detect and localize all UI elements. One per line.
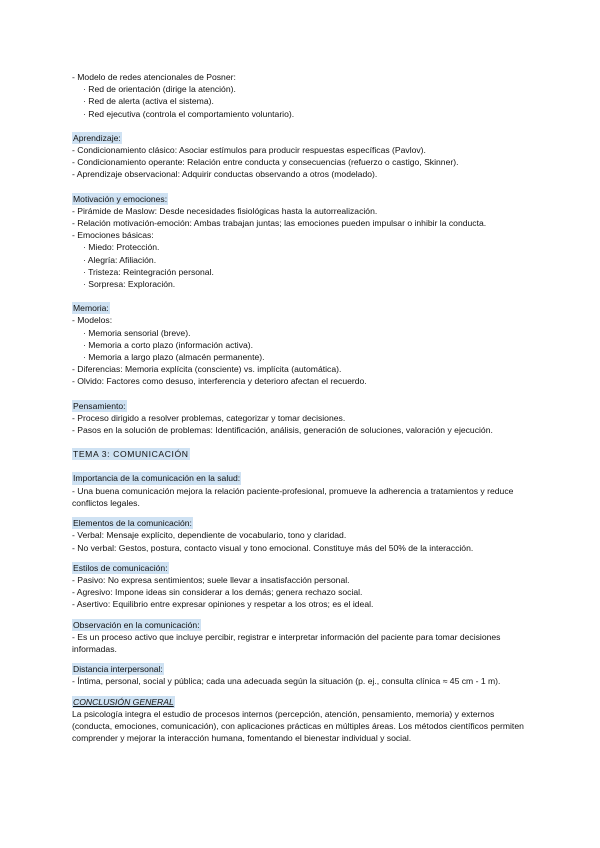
conclusion-paragraph: La psicología integra el estudio de procesos internos (percepción, atención, pensamiento, memoria) y externos (conducta, emociones, comunicación), con aplicaciones prácticas en múltiples áreas. Los métodos científicos permiten comprender y mejorar la interacción humana, fomentando el bienestar individual y social.	[72, 708, 524, 744]
list-item: - Aprendizaje observacional: Adquirir conductas observando a otros (modelado).	[72, 169, 378, 180]
section-heading-memoria: Memoria:	[73, 303, 109, 314]
section-heading-elementos: Elementos de la comunicación:	[73, 518, 192, 529]
paragraph: - Íntima, personal, social y pública; cada una adecuada según la situación (p. ej., consulta clínica ≈ 45 cm - 1 m).	[72, 676, 501, 687]
section-heading-observacion: Observación en la comunicación:	[73, 619, 200, 630]
list-item: - Modelos:	[72, 315, 113, 326]
list-item: - Pirámide de Maslow: Desde necesidades fisiológicas hasta la autorrealización.	[72, 205, 378, 216]
section-heading-importancia: Importancia de la comunicación en la salud:	[73, 473, 241, 484]
list-item: - Proceso dirigido a resolver problemas, categorizar y tomar decisiones.	[72, 412, 346, 423]
list-item: - Asertivo: Equilibrio entre expresar opiniones y respetar a los otros; es el ideal.	[72, 599, 374, 610]
paragraph: - Es un proceso activo que incluye percibir, registrar e interpretar información del paciente para tomar decisiones informadas.	[72, 631, 501, 654]
section-heading-motivacion: Motivación y emociones:	[73, 193, 168, 204]
list-item: - Condicionamiento clásico: Asociar estímulos para producir respuestas específicas (Pavlov).	[72, 145, 426, 156]
list-item: - Condicionamiento operante: Relación entre conducta y consecuencias (refuerzo o castigo, Skinner).	[72, 157, 459, 168]
posner-item: · Red de alerta (activa el sistema).	[83, 96, 214, 107]
section-heading-pensamiento: Pensamiento:	[73, 400, 126, 411]
list-item: - Verbal: Mensaje explícito, dependiente de vocabulario, tono y claridad.	[72, 530, 347, 541]
section-heading-estilos: Estilos de comunicación:	[73, 562, 168, 573]
section-heading-aprendizaje: Aprendizaje:	[73, 132, 121, 143]
sub-item: · Miedo: Protección.	[83, 242, 160, 253]
chapter-heading: TEMA 3: COMUNICACIÓN	[73, 449, 189, 460]
sub-item: · Memoria sensorial (breve).	[83, 327, 191, 338]
list-item: - Agresivo: Impone ideas sin considerar a los demás; genera rechazo social.	[72, 587, 363, 598]
list-item: - Olvido: Factores como desuso, interferencia y deterioro afectan el recuerdo.	[72, 376, 367, 387]
sub-item: · Alegría: Afiliación.	[83, 254, 157, 265]
section-heading-distancia: Distancia interpersonal:	[73, 664, 163, 675]
sub-item: · Tristeza: Reintegración personal.	[83, 266, 214, 277]
list-item: - Pasos en la solución de problemas: Identificación, análisis, generación de soluciones, valoración y ejecución.	[72, 425, 493, 436]
list-item: - Emociones básicas:	[72, 230, 154, 241]
list-item: - No verbal: Gestos, postura, contacto visual y tono emocional. Constituye más del 50% de la interacción.	[72, 542, 474, 553]
posner-title: - Modelo de redes atencionales de Posner:	[72, 72, 236, 82]
conclusion-heading: CONCLUSIÓN GENERAL	[73, 696, 174, 707]
sub-item: · Memoria a largo plazo (almacén permanente).	[83, 352, 265, 363]
sub-item: · Memoria a corto plazo (información activa).	[83, 339, 254, 350]
posner-item: · Red de orientación (dirige la atención).	[83, 84, 236, 95]
sub-item: · Sorpresa: Exploración.	[83, 279, 176, 290]
paragraph: - Una buena comunicación mejora la relación paciente-profesional, promueve la adherencia a tratamientos y reduce conflictos legales.	[72, 485, 514, 508]
posner-item: · Red ejecutiva (controla el comportamiento voluntario).	[83, 108, 295, 119]
list-item: - Relación motivación-emoción: Ambas trabajan juntas; las emociones pueden impulsar o inhibir la conducta.	[72, 218, 487, 229]
list-item: - Pasivo: No expresa sentimientos; suele llevar a insatisfacción personal.	[72, 574, 350, 585]
document-page	[72, 71, 532, 744]
list-item: - Diferencias: Memoria explícita (consciente) vs. implícita (automática).	[72, 364, 342, 375]
